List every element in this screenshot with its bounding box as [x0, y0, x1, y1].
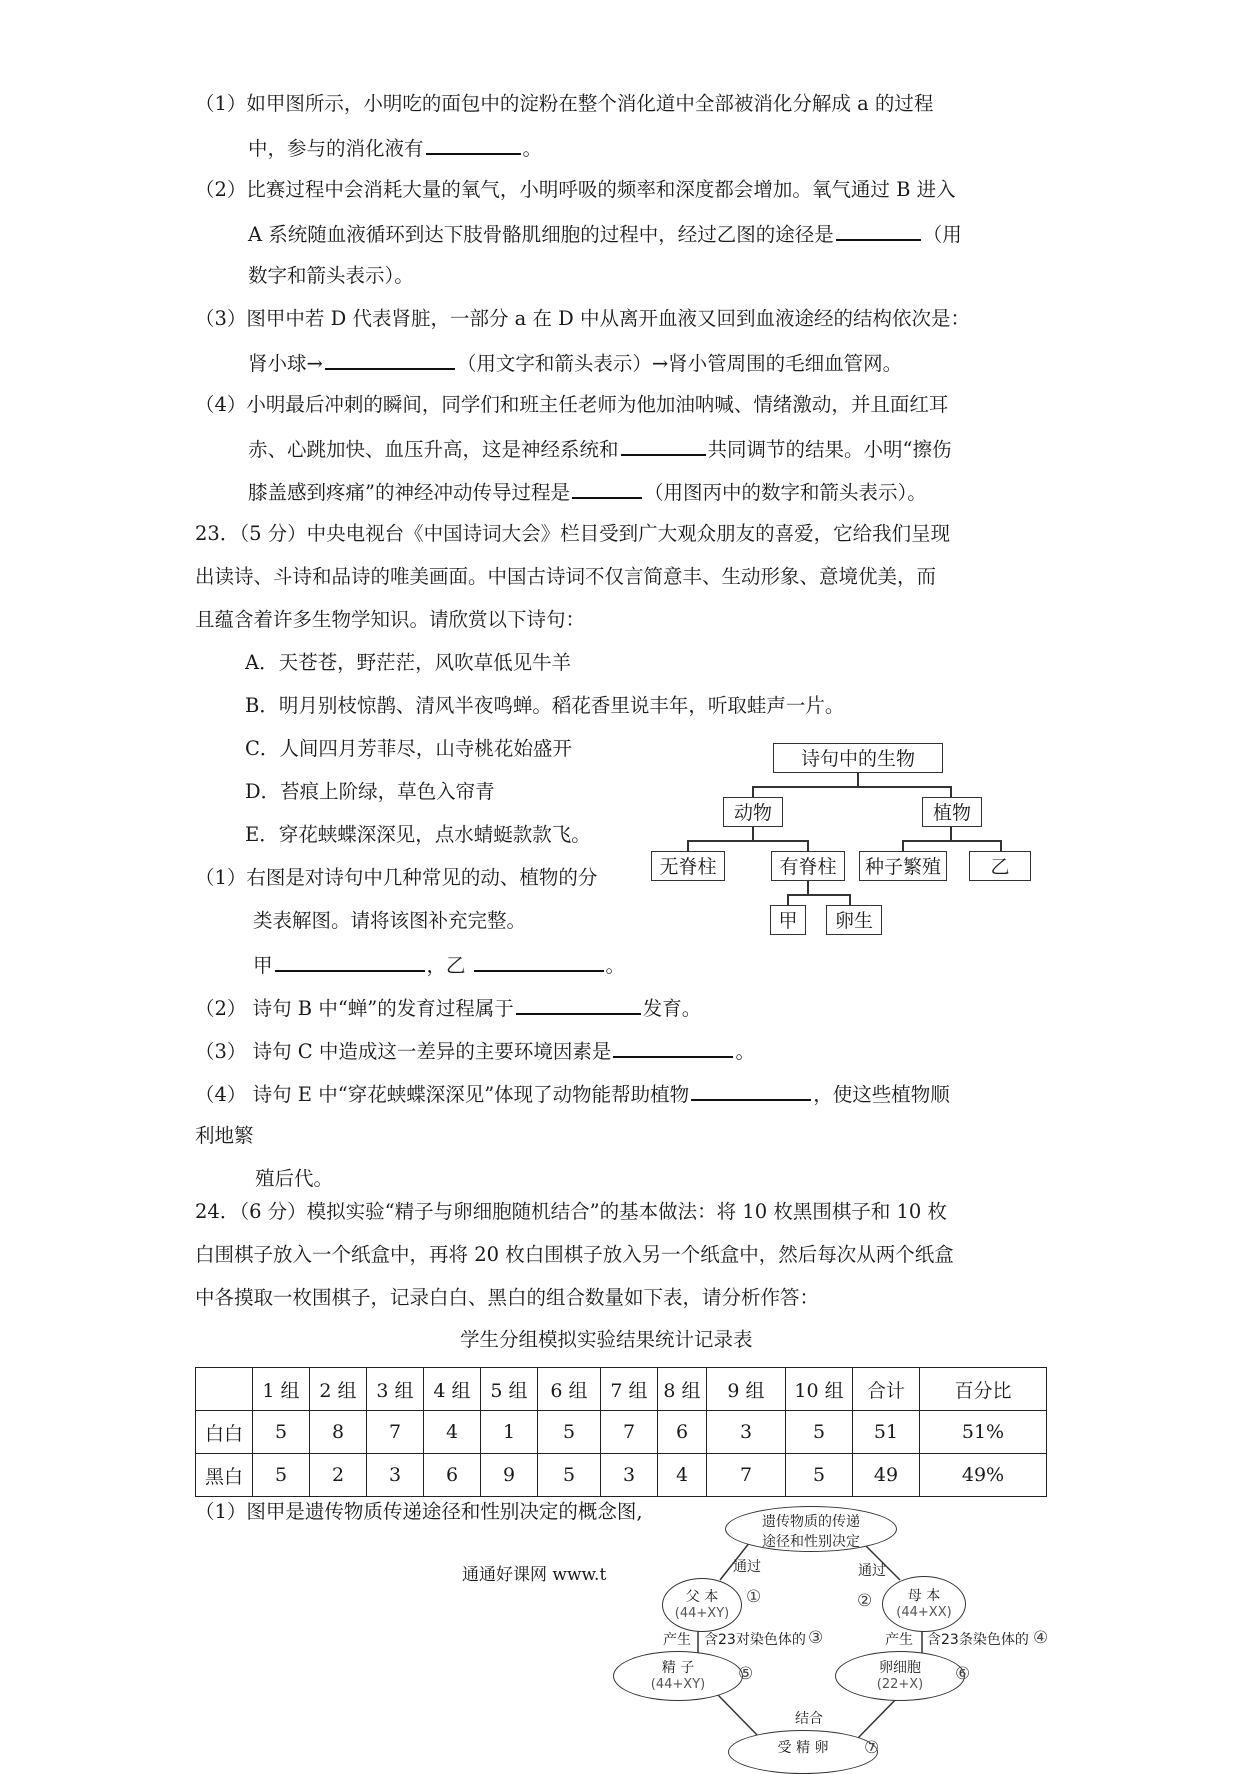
map-label-produce-left: 产生: [663, 1632, 691, 1648]
tree-yi: 乙: [969, 851, 1031, 881]
q23-sub4-cont: 利地繁: [195, 1124, 254, 1147]
table-header-cell: 4 组: [424, 1368, 481, 1411]
map-label-combine: 结合: [795, 1711, 823, 1727]
poem-option-e: E．穿花蛱蝶深深见，点水蜻蜓款款飞。: [245, 823, 591, 846]
table-cell: 1: [481, 1411, 538, 1454]
map-number: ②: [857, 1591, 873, 1611]
table-header-cell: 7 组: [601, 1368, 658, 1411]
q23-line-2: 出读诗、斗诗和品诗的唯美画面。中国古诗词不仅言简意丰、生动形象、意境优美，而: [195, 565, 937, 588]
table-cell: 7: [367, 1411, 424, 1454]
map-sperm-node: 精 子 (44+XY): [613, 1651, 743, 1701]
q22-line-8: （4）小明最后冲刺的瞬间，同学们和班主任老师为他加油呐喊、情绪激动，并且面红耳: [195, 393, 949, 416]
table-cell: 4: [658, 1454, 707, 1497]
table-cell: 2: [310, 1454, 367, 1497]
map-number: ⑦: [864, 1738, 880, 1758]
q24-line-1: 24．（6 分）模拟实验“精子与卵细胞随机结合”的基本做法：将 10 枚黑围棋子和 10 枚: [195, 1200, 948, 1223]
table-cell: 4: [424, 1411, 481, 1454]
table-header-cell: 9 组: [707, 1368, 786, 1411]
tree-vertebrate: 有脊柱: [771, 851, 845, 881]
q23-sub1-line-3: 甲 ，乙 。: [253, 950, 625, 980]
tree-root: 诗句中的生物: [773, 743, 943, 773]
map-label-23-pairs: 含23对染色体的: [704, 1632, 806, 1648]
table-header-cell: 5 组: [481, 1368, 538, 1411]
table-header-cell: 10 组: [786, 1368, 853, 1411]
table-cell: 49: [853, 1454, 920, 1497]
map-zygote-node: 受 精 卵: [728, 1730, 878, 1774]
table-cell: 7: [601, 1411, 658, 1454]
q22-line-10: 膝盖感到疼痛”的神经冲动传导过程是 （用图丙中的数字和箭头表示）。: [248, 477, 927, 507]
map-label-23: 含23条染色体的: [927, 1632, 1029, 1648]
table-header-cell: 百分比: [920, 1368, 1047, 1411]
q23-line-1: 23．（5 分）中央电视台《中国诗词大会》栏目受到广大观众朋友的喜爱，它给我们呈现: [195, 522, 951, 545]
table-cell: 3: [601, 1454, 658, 1497]
tree-seed-reproduction: 种子繁殖: [859, 851, 947, 881]
table-cell: 5: [786, 1454, 853, 1497]
table-header-cell: 1 组: [253, 1368, 310, 1411]
tree-oviparous: 卵生: [826, 905, 882, 935]
tree-invertebrate: 无脊柱: [651, 851, 725, 881]
q22-line-4: A 系统随血液循环到达下肢骨骼肌细胞的过程中，经过乙图的途径是 （用: [248, 219, 962, 249]
q23-line-3: 且蕴含着许多生物学知识。请欣赏以下诗句：: [195, 608, 586, 631]
q23-sub1-line-1: （1）右图是对诗句中几种常见的动、植物的分: [195, 866, 598, 889]
q22-line-9: 赤、心跳加快、血压升高，这是神经系统和 共同调节的结果。小明“擦伤: [248, 434, 952, 464]
table-cell: 3: [367, 1454, 424, 1497]
map-number: ⑤: [738, 1664, 754, 1684]
poem-option-b: B．明月别枝惊鹊、清风半夜鸣蝉。稻花香里说丰年，听取蛙声一片。: [245, 694, 845, 717]
table-header-cell: 8 组: [658, 1368, 707, 1411]
table-cell: 5: [253, 1411, 310, 1454]
map-number: ③: [808, 1628, 824, 1648]
table-title: 学生分组模拟实验结果统计记录表: [460, 1328, 753, 1351]
table-header-cell: 2 组: [310, 1368, 367, 1411]
table-header-cell: 3 组: [367, 1368, 424, 1411]
q24-line-2: 白围棋子放入一个纸盒中，再将 20 枚白围棋子放入另一个纸盒中，然后每次从两个纸盒: [195, 1243, 954, 1266]
table-cell: 7: [707, 1454, 786, 1497]
map-label-via-right: 通过: [858, 1563, 886, 1579]
tree-jia: 甲: [770, 905, 806, 935]
table-cell: 5: [538, 1454, 601, 1497]
table-header-cell: 合计: [853, 1368, 920, 1411]
table-cell: 5: [253, 1454, 310, 1497]
poem-option-c: C．人间四月芳菲尽，山寺桃花始盛开: [245, 737, 572, 760]
table-cell: 49%: [920, 1454, 1047, 1497]
map-mother-node: 母 本 (44+XX): [882, 1576, 966, 1632]
q23-sub2: （2） 诗句 B 中“蝉”的发育过程属于 发育。: [195, 993, 701, 1023]
map-father-node: 父 本 (44+XY): [662, 1578, 742, 1632]
table-cell: 8: [310, 1411, 367, 1454]
table-cell: 6: [424, 1454, 481, 1497]
q23-sub3: （3） 诗句 C 中造成这一差异的主要环境因素是 。: [195, 1036, 755, 1066]
q22-line-7: 肾小球→ （用文字和箭头表示）→肾小管周围的毛细血管网。: [248, 348, 902, 378]
table-cell: 3: [707, 1411, 786, 1454]
q23-sub1-line-2: 类表解图。请将该图补充完整。: [253, 909, 527, 932]
poem-option-a: A．天苍苍，野茫茫，风吹草低见牛羊: [245, 651, 572, 674]
map-label-produce-right: 产生: [885, 1632, 913, 1648]
table-cell: 9: [481, 1454, 538, 1497]
q23-sub4: （4） 诗句 E 中“穿花蛱蝶深深见”体现了动物能帮助植物 ，使这些植物顺: [195, 1079, 950, 1109]
map-connector: [718, 1695, 760, 1738]
q24-line-3: 中各摸取一枚围棋子，记录白白、黑白的组合数量如下表，请分析作答：: [195, 1286, 820, 1309]
table-cell: 6: [658, 1411, 707, 1454]
table-cell: 黑白: [196, 1454, 253, 1497]
q22-line-6: （3）图甲中若 D 代表肾脏，一部分 a 在 D 中从离开血液又回到血液途经的结构依次是：: [195, 307, 970, 330]
q22-line-3: （2）比赛过程中会消耗大量的氧气，小明呼吸的频率和深度都会增加。氧气通过 B 进入: [195, 178, 956, 201]
map-number: ①: [746, 1587, 762, 1607]
table-cell: 5: [538, 1411, 601, 1454]
table-cell: 白白: [196, 1411, 253, 1454]
q24-sub1: （1）图甲是遗传物质传递途径和性别决定的概念图,: [195, 1500, 643, 1523]
q22-line-1: （1）如甲图所示，小明吃的面包中的淀粉在整个消化道中全部被消化分解成 a 的过程: [195, 92, 934, 115]
map-label-via-left: 通过: [733, 1559, 761, 1575]
q22-line-5: 数字和箭头表示）。: [248, 264, 414, 287]
map-number: ④: [1033, 1628, 1049, 1648]
map-root-node: 遗传物质的传递 途径和性别决定: [725, 1506, 897, 1552]
table-cell: 51: [853, 1411, 920, 1454]
map-number: ⑥: [955, 1664, 971, 1684]
tree-animal: 动物: [723, 797, 783, 827]
q23-sub4-end: 殖后代。: [255, 1167, 334, 1190]
q22-line-2: 中，参与的消化液有 。: [248, 133, 542, 163]
watermark-text: 通通好课网 www.t: [462, 1565, 607, 1585]
map-connector: [858, 1695, 900, 1738]
tree-plant: 植物: [922, 797, 982, 827]
table-header-cell: 6 组: [538, 1368, 601, 1411]
table-cell: 5: [786, 1411, 853, 1454]
map-egg-node: 卵细胞 (22+X): [835, 1651, 965, 1701]
table-cell: 51%: [920, 1411, 1047, 1454]
poem-option-d: D．苔痕上阶绿，草色入帘青: [245, 780, 495, 803]
